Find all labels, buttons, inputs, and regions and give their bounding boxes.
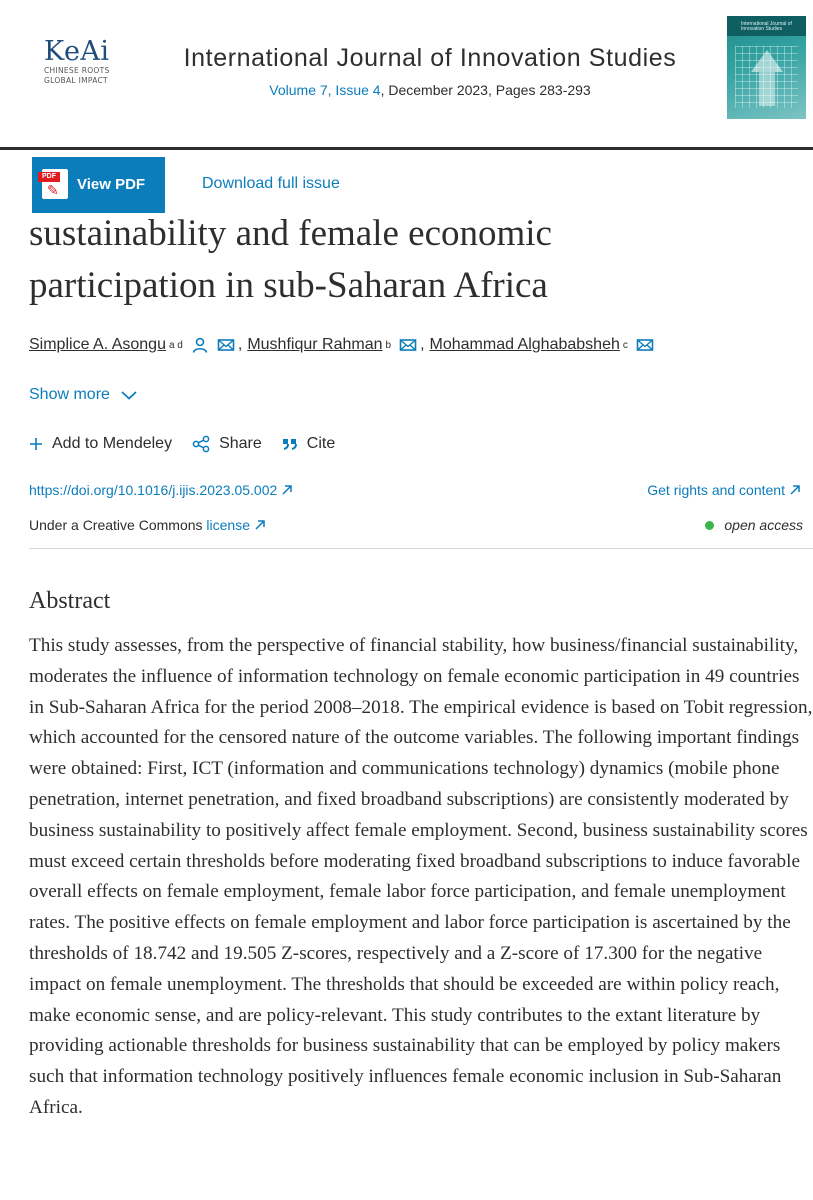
external-link-icon bbox=[254, 519, 266, 531]
author-affiliation-3[interactable]: c bbox=[622, 339, 628, 351]
open-access-badge bbox=[705, 517, 803, 533]
abstract-heading: Abstract bbox=[29, 588, 111, 614]
author-list bbox=[29, 336, 809, 354]
section-divider bbox=[29, 548, 813, 549]
publisher-logo[interactable] bbox=[44, 38, 124, 86]
email-icon[interactable] bbox=[217, 337, 235, 353]
cover-band bbox=[727, 16, 806, 36]
doi-text: https://doi.org/10.1016/j.ijis.2023.05.002 bbox=[29, 482, 278, 498]
share-icon bbox=[192, 435, 210, 453]
abstract-text: This study assesses, from the perspective of financial stability, how business/financial sustainability, moderates the influence of information technology on female economic participation in 49 countries in Sub-Saharan Africa for the period 2008–2018. The empirical evidence is based on Tobit regression, which accounted for the censored nature of the outcome variables. The following important findings were obtained: First, ICT (information and communications technology) dynamics (mobile phone penetration, internet penetration, and fixed broadband subscriptions) are consistently moderated by business sustainability to positively affect female employment. Second, business sustainability scores must exceed certain thresholds before moderating fixed broadband subscriptions to induce favorable overall effects on female employment, female labor force participation, and female unemployment rates. The positive effects on female employment and labor force participation is ascertained by the thresholds of 18.742 and 19.505 Z-scores, respectively and a Z-score of 17.300 for the negative impact on female unemployment. The thresholds that should be exceeded are within policy reach, make economic sense, and are policy-relevant. This study contributes to the extant literature by providing actionable thresholds for business sustainability that can be employed by policy makers such that information technology positively influences female economic inclusion in Sub-Saharan Africa. bbox=[29, 635, 813, 1118]
volume-issue-link[interactable]: Volume 7, Issue 4 bbox=[269, 82, 381, 98]
cite-button[interactable] bbox=[282, 435, 335, 453]
share-button[interactable] bbox=[192, 435, 262, 453]
license-link[interactable] bbox=[206, 517, 266, 533]
journal-issue-info bbox=[150, 82, 710, 98]
cite-label: Cite bbox=[306, 435, 336, 452]
quote-icon bbox=[282, 437, 298, 451]
author-affiliation-2[interactable]: b bbox=[385, 339, 392, 351]
cover-arrow-graphic bbox=[751, 50, 783, 72]
get-rights-link[interactable] bbox=[647, 482, 801, 498]
cover-arrow-stem bbox=[759, 72, 775, 106]
author-name-3[interactable]: Mohammad Alghababsheh bbox=[429, 336, 620, 353]
show-more-toggle[interactable] bbox=[29, 386, 138, 404]
article-title bbox=[29, 208, 799, 312]
author-affiliation-1[interactable]: a d bbox=[168, 339, 183, 351]
open-access-dot-icon bbox=[705, 521, 714, 530]
show-more-label: Show more bbox=[29, 386, 110, 403]
view-pdf-label: View PDF bbox=[77, 176, 146, 193]
external-link-icon bbox=[789, 484, 801, 496]
email-icon[interactable] bbox=[636, 337, 654, 353]
email-icon[interactable] bbox=[399, 337, 417, 353]
person-icon[interactable] bbox=[191, 337, 209, 353]
plus-icon bbox=[29, 437, 43, 451]
author-separator: , bbox=[420, 336, 425, 353]
article-title-line-2: participation in sub-Saharan Africa bbox=[29, 265, 548, 306]
open-access-label: open access bbox=[724, 517, 803, 533]
author-name-2[interactable]: Mushfiqur Rahman bbox=[247, 336, 383, 353]
download-full-issue-link[interactable]: Download full issue bbox=[202, 175, 340, 192]
license-prefix: Under a Creative Commons bbox=[29, 517, 207, 533]
cover-label: International Journal of Innovation Studies bbox=[741, 21, 792, 32]
header-divider bbox=[0, 147, 813, 150]
license-link-label: license bbox=[206, 517, 250, 533]
share-label: Share bbox=[219, 435, 262, 452]
logo-tagline-1: CHINESE ROOTS bbox=[44, 66, 110, 75]
issue-date-pages: , December 2023, Pages 283-293 bbox=[380, 82, 591, 98]
journal-header bbox=[0, 0, 813, 148]
article-actions bbox=[29, 435, 355, 453]
acrobat-swirl-icon: ✎ bbox=[47, 182, 59, 198]
logo-wordmark: KeAi bbox=[44, 36, 110, 67]
journal-cover-image[interactable] bbox=[727, 16, 806, 119]
license-notice bbox=[29, 517, 266, 533]
journal-title[interactable]: International Journal of Innovation Studies bbox=[183, 44, 677, 72]
author-name-1[interactable]: Simplice A. Asongu bbox=[29, 336, 166, 353]
author-separator: , bbox=[237, 336, 243, 353]
logo-tagline-2: GLOBAL IMPACT bbox=[44, 76, 108, 85]
chevron-down-icon bbox=[120, 389, 138, 401]
pdf-tag: PDF bbox=[38, 172, 60, 182]
get-rights-label: Get rights and content bbox=[647, 482, 785, 498]
view-pdf-button[interactable] bbox=[32, 157, 165, 213]
external-link-icon bbox=[281, 484, 293, 496]
article-title-line-1: sustainability and female economic bbox=[29, 213, 552, 254]
doi-link[interactable] bbox=[29, 482, 293, 498]
pdf-file-icon bbox=[42, 169, 68, 199]
add-to-mendeley-button[interactable] bbox=[29, 435, 172, 453]
add-to-mendeley-label: Add to Mendeley bbox=[52, 435, 173, 452]
